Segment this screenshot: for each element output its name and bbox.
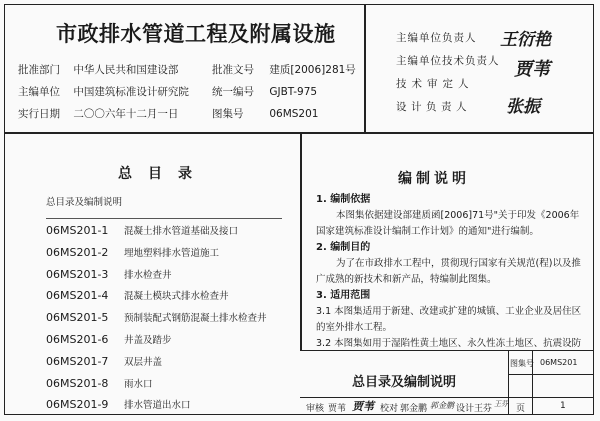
toc-item[interactable] xyxy=(46,219,282,241)
meta-editor xyxy=(18,84,189,99)
signature: 王衍艳 xyxy=(500,30,551,50)
toc-item[interactable] xyxy=(46,284,282,306)
toc-item[interactable] xyxy=(46,241,282,263)
notes-paragraph: 本图集依据建设部建质函[2006]71号"关于印发《2006年国家建筑标准设计编制工作计划》的通知"进行编制。 xyxy=(316,210,580,237)
toc-item-name: 雨水口 xyxy=(124,378,153,390)
toc-heading: 总目录 xyxy=(118,166,208,182)
tb-design-signature: 王芬 xyxy=(494,400,508,408)
responsible-role: 技术审定人 xyxy=(396,78,474,90)
tb-review-signature: 贾苇 xyxy=(352,400,374,413)
toc-item[interactable] xyxy=(46,350,282,372)
tb-col-divider xyxy=(508,350,509,415)
notes-section-title: 2. 编制目的 xyxy=(316,242,371,253)
meta-value: GJBT-975 xyxy=(269,86,318,98)
tb-design-label: 设计 xyxy=(456,404,475,414)
meta-label: 统一编号 xyxy=(212,86,254,98)
meta-value: 06MS201 xyxy=(269,108,319,120)
tb-page-label: 页 xyxy=(516,404,526,414)
responsible-role: 主编单位技术负责人 xyxy=(396,55,500,67)
toc-item-name: 井盖及踏步 xyxy=(124,334,172,346)
meta-atlas-no xyxy=(212,106,318,121)
meta-effective-date xyxy=(18,106,178,121)
toc-item-code: 06MS201-4 xyxy=(46,289,109,303)
meta-label: 批准部门 xyxy=(18,64,60,76)
toc-item-code: 06MS201-3 xyxy=(46,267,109,281)
toc-item[interactable] xyxy=(46,263,282,285)
notes-body xyxy=(316,192,588,352)
tb-check-label: 校对 xyxy=(380,404,399,414)
toc-item[interactable] xyxy=(46,393,282,415)
toc-item-code: 06MS201-5 xyxy=(46,311,109,325)
responsible-role: 设计负责人 xyxy=(396,101,471,113)
toc-item-code: 06MS201-6 xyxy=(46,332,109,346)
toc-item-name: 排水管道出水口 xyxy=(124,400,191,412)
toc-item-name: 埋地塑料排水管道施工 xyxy=(124,247,220,259)
meta-unified-no xyxy=(212,84,317,99)
meta-value: 中国建筑标准设计研究院 xyxy=(73,86,189,98)
tb-check-signature: 郭金鹏 xyxy=(430,401,454,410)
divider-header-bottom xyxy=(4,132,594,134)
tb-atlas-no: 06MS201 xyxy=(540,358,578,367)
tb-review-name: 贾苇 xyxy=(328,404,347,414)
toc-first-item[interactable] xyxy=(46,196,282,218)
page-title: 市政排水管道工程及附属设施 xyxy=(56,22,336,46)
toc-item-code: 06MS201-7 xyxy=(46,354,109,368)
toc-item-name: 预制装配式钢筋混凝土排水检查井 xyxy=(124,313,267,325)
tb-row-divider xyxy=(300,397,594,398)
responsible-role: 主编单位负责人 xyxy=(396,32,477,44)
meta-approval-doc xyxy=(212,62,356,77)
tb-page-no: 1 xyxy=(560,401,566,411)
signature: 张振 xyxy=(506,97,540,117)
tb-review-label: 审核 xyxy=(306,404,325,414)
divider-center-vertical xyxy=(300,133,302,350)
toc-item[interactable] xyxy=(46,372,282,394)
toc-list xyxy=(46,196,282,415)
meta-label: 图集号 xyxy=(212,108,244,120)
tb-check-name: 郭金鹏 xyxy=(400,404,428,414)
toc-item-code: 06MS201-2 xyxy=(46,245,109,259)
notes-paragraph: 3.2 本图集如用于湿陷性黄土地区、永久性冻土地区、抗震设防 xyxy=(316,338,582,349)
toc-item-name: 双层井盖 xyxy=(124,356,163,368)
meta-value: 中华人民共和国建设部 xyxy=(73,64,179,76)
toc-item-code: 06MS201-8 xyxy=(46,376,109,390)
toc-item-code: 06MS201-9 xyxy=(46,398,109,412)
meta-label: 实行日期 xyxy=(18,108,60,120)
toc-item-name: 总目录及编制说明 xyxy=(46,197,123,208)
tb-mid-divider xyxy=(508,374,594,375)
notes-section-title: 1. 编制依据 xyxy=(316,194,371,205)
toc-item-name: 混凝土模块式排水检查井 xyxy=(124,291,229,303)
meta-label: 批准文号 xyxy=(212,64,254,76)
notes-section-title: 3. 适用范围 xyxy=(316,290,371,301)
meta-value: 二〇〇六年十二月一日 xyxy=(73,108,179,120)
meta-label: 主编单位 xyxy=(18,86,60,98)
toc-item-name: 排水检查井 xyxy=(124,269,172,281)
notes-paragraph: 3.1 本图集适用于新建、改建或扩建的城镇、工业企业及居住区的室外排水工程。 xyxy=(316,306,582,333)
signature: 贾苇 xyxy=(514,59,550,80)
divider-header-vertical xyxy=(364,4,366,132)
meta-value: 建质[2006]281号 xyxy=(269,64,356,76)
toc-item-name: 混凝土排水管道基础及接口 xyxy=(124,226,239,237)
notes-heading: 编制说明 xyxy=(398,171,470,187)
toc-item-code: 06MS201-1 xyxy=(46,224,109,237)
tb-atlas-label: 图集号 xyxy=(510,359,534,368)
toc-item[interactable] xyxy=(46,306,282,328)
toc-item[interactable] xyxy=(46,328,282,350)
tb-drawing-title: 总目录及编制说明 xyxy=(352,375,457,390)
notes-paragraph: 为了在市政排水工程中，贯彻现行国家有关规范(程)以及推广成熟的新技术和新产品，特编制此图集。 xyxy=(316,258,581,285)
tb-design-name: 王芬 xyxy=(474,404,493,414)
meta-approval-dept xyxy=(18,62,178,77)
